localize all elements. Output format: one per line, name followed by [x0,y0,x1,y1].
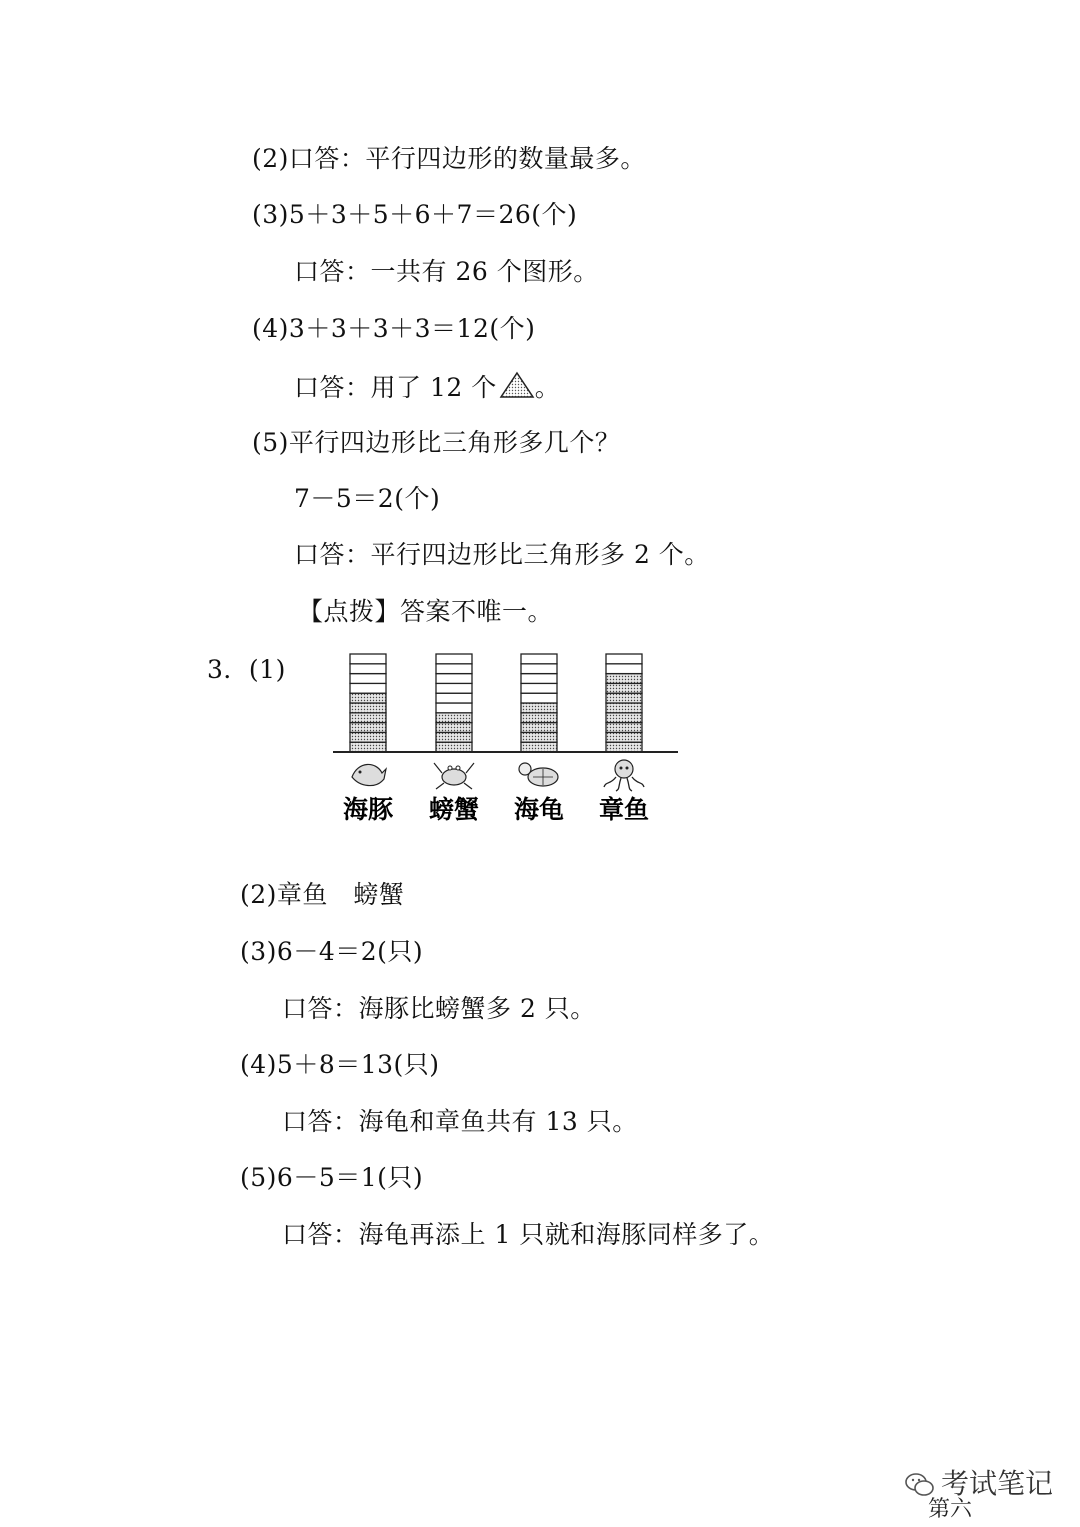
octopus-icon [604,760,644,791]
triangle-icon [499,371,535,399]
category-label: 章鱼 [598,795,650,824]
answer-3-response: 口答：一共有 26 个图形。 [294,257,599,286]
bar-cell-empty [521,654,557,664]
bar-cell-filled [521,732,557,742]
bar-cell-filled [606,703,642,713]
question-3-label: 3．(1) [207,655,286,684]
bar-cell-filled [436,732,472,742]
bar-cell-filled [350,703,386,713]
bar-cell-filled [606,683,642,693]
bar-cell-empty [436,654,472,664]
answer-3-4-response: 口答：海龟和章鱼共有 13 只。 [282,1107,638,1136]
answer-5-response: 口答：平行四边形比三角形多 2 个。 [294,540,710,569]
bar-cell-empty [521,683,557,693]
turtle-icon [519,763,558,786]
bar-cell-empty [350,664,386,674]
bar-cell-filled [606,693,642,703]
tip-note: 【点拨】答案不唯一。 [298,597,554,626]
bar-cell-empty [436,693,472,703]
bar-cell-empty [521,664,557,674]
answer-4-end: 。 [534,373,561,402]
bar-cell-filled [606,713,642,723]
bar-cell-filled [350,732,386,742]
answer-3-4-equation: (4)5＋8＝13(只) [240,1050,440,1079]
bar-cell-empty [350,674,386,684]
bar-cell-filled [606,674,642,684]
bar-cell-empty [436,703,472,713]
bar-cell-empty [350,683,386,693]
answer-5-equation: 7－5＝2(个) [294,484,441,513]
category-label: 螃蟹 [428,795,480,824]
answer-3-2: (2)章鱼 螃蟹 [240,880,405,909]
bar-cell-empty [606,664,642,674]
answer-3-5-response: 口答：海龟再添上 1 只就和海豚同样多了。 [282,1220,775,1249]
answer-4-text: 口答：用了 12 个 [294,373,497,402]
bar-cell-empty [436,674,472,684]
answer-3-equation: (3)5＋3＋5＋6＋7＝26(个) [252,200,578,229]
answer-2: (2)口答：平行四边形的数量最多。 [252,144,646,173]
bar-cell-filled [606,723,642,733]
answer-3-3-response: 口答：海豚比螃蟹多 2 只。 [282,994,596,1023]
bar-cell-filled [350,742,386,752]
crab-icon [434,763,474,789]
bar-cell-empty [436,664,472,674]
dolphin-icon [352,764,386,785]
answer-5-question: (5)平行四边形比三角形多几个？ [252,428,621,457]
bar-cell-filled [436,713,472,723]
bar-cell-filled [606,742,642,752]
bar-cell-filled [521,703,557,713]
bar-cell-filled [521,742,557,752]
answer-3-3-equation: (3)6－4＝2(只) [240,937,424,966]
bar-cell-filled [521,713,557,723]
bar-cell-empty [350,654,386,664]
page-number: 第六 [928,1497,973,1522]
bar-cell-empty [521,693,557,703]
bar-cell-filled [606,732,642,742]
bar-cell-filled [350,693,386,703]
answer-3-5-equation: (5)6－5＝1(只) [240,1163,424,1192]
category-label: 海龟 [513,795,565,824]
bar-cell-filled [436,742,472,752]
bar-chart [330,645,690,835]
bar-cell-empty [436,683,472,693]
category-label: 海豚 [342,795,394,824]
bar-cell-filled [350,713,386,723]
watermark-text: 考试笔记 [941,1467,1054,1500]
bar-cell-empty [521,674,557,684]
bar-cell-filled [521,723,557,733]
bar-cell-filled [350,723,386,733]
answer-4-equation: (4)3＋3＋3＋3＝12(个) [252,314,536,343]
answer-4-response [294,371,560,403]
bar-cell-empty [606,654,642,664]
bar-cell-filled [436,723,472,733]
